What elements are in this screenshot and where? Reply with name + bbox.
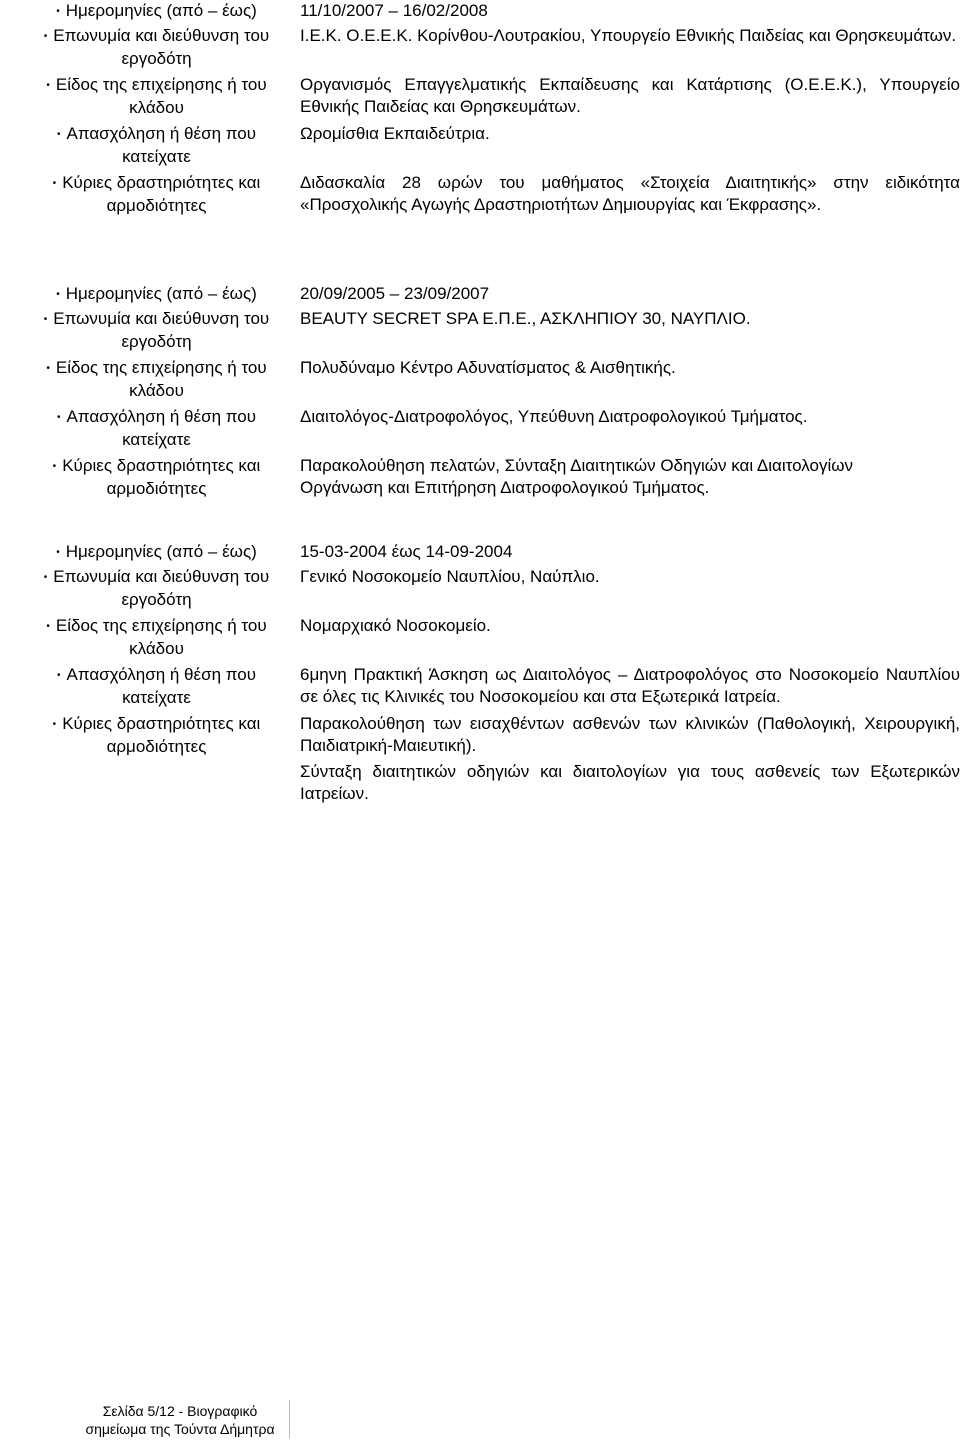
bullet-icon: • <box>43 31 48 42</box>
business-type-label: • Είδος της επιχείρησης ή του κλάδου <box>46 616 267 658</box>
work-experience-entry <box>0 283 960 504</box>
position-row <box>0 123 960 168</box>
duty-paragraph: Παρακολούθηση των εισαχθέντων ασθενών των κλινικών (Παθολογική, Χειρουργική, Παιδιατρική-Μαιευτική). <box>300 714 960 755</box>
duties-value <box>300 172 960 216</box>
business-type-label: • Είδος της επιχείρησης ή του κλάδου <box>46 75 267 117</box>
employer-row <box>0 308 960 353</box>
dates-label: • Ημερομηνίες (από – έως) <box>0 283 284 306</box>
footer-page-number: Σελίδα 5/12 - Βιογραφικό <box>102 1403 258 1419</box>
dates-label: • Ημερομηνίες (από – έως) <box>0 541 284 564</box>
duties-value <box>300 455 900 499</box>
bullet-icon: • <box>46 80 50 91</box>
employer-label: • Επωνυμία και διεύθυνση του εργοδότη <box>43 567 270 609</box>
employer-row <box>0 566 960 611</box>
position-value: Διαιτολόγος-Διατροφολόγος, Υπεύθυνη Διατροφολογικού Τμήματος. <box>300 407 808 426</box>
dates-label: • Ημερομηνίες (από – έως) <box>0 0 284 23</box>
duties-row <box>0 455 960 500</box>
employer-value: Γενικό Νοσοκομείο Ναυπλίου, Ναύπλιο. <box>300 567 600 586</box>
duties-value <box>300 713 960 805</box>
duty-paragraph: Διδασκαλία 28 ωρών του μαθήματος «Στοιχεία Διαιτητικής» στην ειδικότητα «Προσχολικής Αγωγής Δραστηριοτήτων Δημιουργίας και Έκφρασης». <box>300 173 960 214</box>
duty-paragraph: Σύνταξη διαιτητικών οδηγιών και διαιτολογίων για τους ασθενείς των Εξωτερικών Ιατρείων. <box>300 762 960 803</box>
footer-divider <box>289 1400 290 1438</box>
dates-row <box>0 541 960 564</box>
bullet-icon: • <box>43 314 48 325</box>
business-type-row <box>0 74 960 119</box>
bullet-icon: • <box>52 461 57 472</box>
work-experience-entry <box>0 0 960 221</box>
position-value: Ωρομίσθια Εκπαιδεύτρια. <box>300 124 490 143</box>
employer-label: • Επωνυμία και διεύθυνση του εργοδότη <box>43 26 270 68</box>
bullet-icon: • <box>52 719 57 730</box>
duty-paragraph: Παρακολούθηση πελατών, Σύνταξη Διαιτητικών Οδηγιών και Διαιτολογίων Οργάνωση και Επιτήρηση Διατροφολογικού Τμήματος. <box>300 456 854 497</box>
duties-label: • Κύριες δραστηριότητες και αρμοδιότητες <box>52 714 261 756</box>
bullet-icon: • <box>56 547 60 558</box>
bullet-icon: • <box>46 363 50 374</box>
footer-document-owner: σημείωμα της Τούντα Δήμητρα <box>85 1421 275 1437</box>
bullet-icon: • <box>56 6 60 17</box>
dates-row <box>0 283 960 306</box>
business-type-label: • Είδος της επιχείρησης ή του κλάδου <box>46 358 267 400</box>
business-type-value: Νομαρχιακό Νοσοκομείο. <box>300 616 491 635</box>
duties-label: • Κύριες δραστηριότητες και αρμοδιότητες <box>52 173 261 215</box>
dates-value: 20/09/2005 – 23/09/2007 <box>300 284 490 303</box>
duties-label: • Κύριες δραστηριότητες και αρμοδιότητες <box>52 456 261 498</box>
work-experience-entry <box>0 541 960 809</box>
position-row <box>0 406 960 451</box>
bullet-icon: • <box>56 289 60 300</box>
bullet-icon: • <box>52 178 57 189</box>
bullet-icon: • <box>56 670 61 681</box>
position-label: • Απασχόληση ή θέση που κατείχατε <box>56 124 256 166</box>
duties-row <box>0 172 960 217</box>
position-label: • Απασχόληση ή θέση που κατείχατε <box>56 407 256 449</box>
bullet-icon: • <box>56 412 61 423</box>
business-type-value: Οργανισμός Επαγγελματικής Εκπαίδευσης και Κατάρτισης (Ο.Ε.Ε.Κ.), Υπουργείο Εθνικής Παιδείας και Θρησκευμάτων. <box>300 75 960 116</box>
business-type-row <box>0 357 960 402</box>
business-type-row <box>0 615 960 660</box>
page-footer <box>60 1402 300 1438</box>
dates-value: 11/10/2007 – 16/02/2008 <box>300 1 488 20</box>
business-type-value: Πολυδύναμο Κέντρο Αδυνατίσματος & Αισθητικής. <box>300 358 676 377</box>
dates-value: 15-03-2004 έως 14-09-2004 <box>300 542 513 561</box>
position-row <box>0 664 960 709</box>
duties-row <box>0 713 960 805</box>
bullet-icon: • <box>46 621 50 632</box>
position-label: • Απασχόληση ή θέση που κατείχατε <box>56 665 256 707</box>
position-value: 6μηνη Πρακτική Άσκηση ως Διαιτολόγος – Διατροφολόγος στο Νοσοκομείο Ναυπλίου σε όλες τις Κλινικές του Νοσοκομείου και στα Εξωτερικά Ιατρεία. <box>300 665 960 706</box>
employer-label: • Επωνυμία και διεύθυνση του εργοδότη <box>43 309 270 351</box>
bullet-icon: • <box>56 129 61 140</box>
employer-row <box>0 25 960 70</box>
employer-value: BEAUTY SECRET SPA Ε.Π.Ε., ΑΣΚΛΗΠΙΟΥ 30, ΝΑΥΠΛΙΟ. <box>300 309 751 328</box>
employer-value: Ι.Ε.Κ. Ο.Ε.Ε.Κ. Κορίνθου-Λουτρακίου, Υπουργείο Εθνικής Παιδείας και Θρησκευμάτων. <box>300 26 957 45</box>
bullet-icon: • <box>43 572 48 583</box>
dates-row <box>0 0 960 23</box>
